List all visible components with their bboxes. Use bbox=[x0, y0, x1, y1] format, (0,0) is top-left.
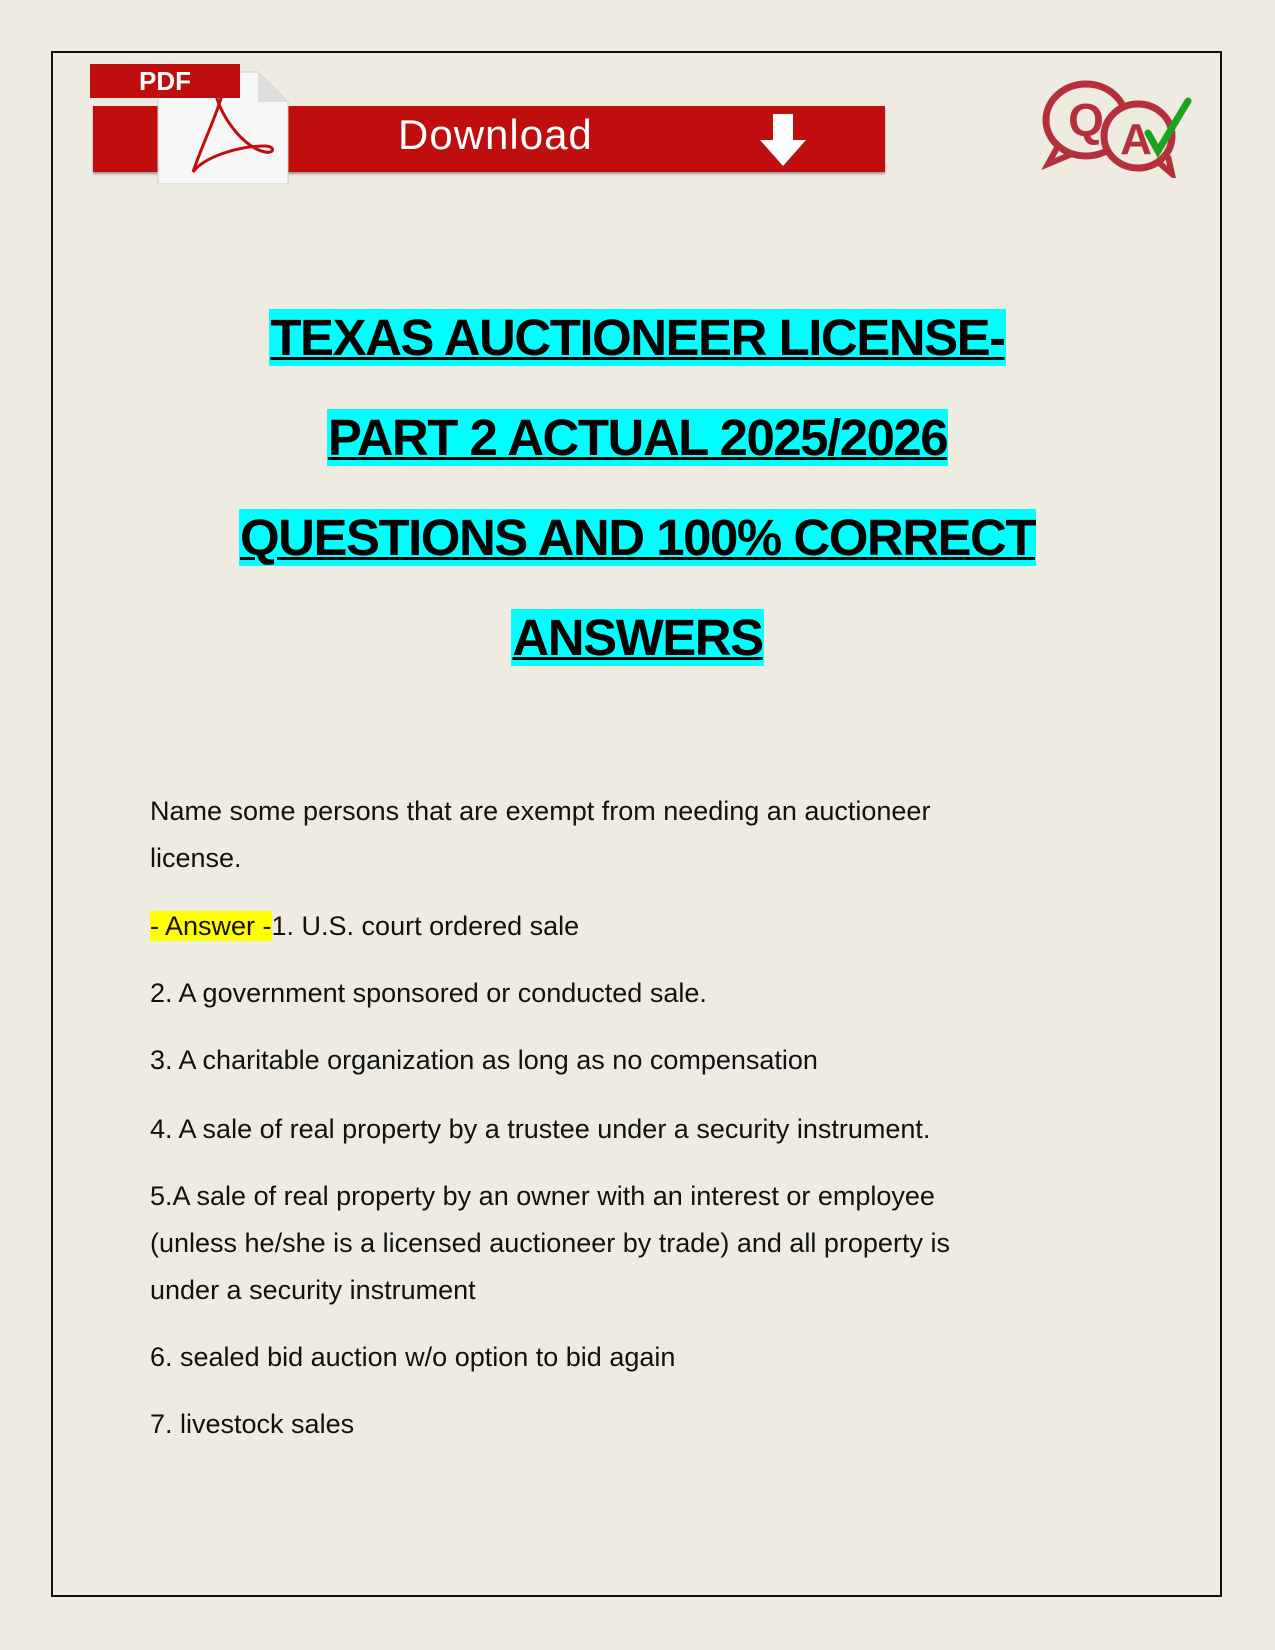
question-text: license. bbox=[150, 843, 242, 873]
document-title bbox=[0, 308, 1275, 708]
answer-item: 4. A sale of real property by a trustee under a security instrument. bbox=[150, 1114, 931, 1144]
answer-item: 5.A sale of real property by an owner with an interest or employee bbox=[150, 1181, 935, 1211]
answer-item: 1. U.S. court ordered sale bbox=[271, 911, 580, 941]
question-text: Name some persons that are exempt from needing an auctioneer bbox=[150, 796, 931, 826]
svg-text:A: A bbox=[1120, 115, 1152, 164]
pdf-download-banner[interactable] bbox=[93, 62, 885, 184]
svg-text:Q: Q bbox=[1068, 94, 1104, 146]
qa-logo-icon bbox=[1038, 78, 1208, 178]
title-line: ANSWERS bbox=[512, 609, 763, 666]
answer-item: 6. sealed bid auction w/o option to bid again bbox=[150, 1342, 676, 1372]
answer-item: 2. A government sponsored or conducted sale. bbox=[150, 978, 707, 1008]
title-line: QUESTIONS AND 100% CORRECT bbox=[239, 509, 1036, 566]
download-label: Download bbox=[398, 111, 593, 158]
answer-item: 3. A charitable organization as long as no compensation bbox=[150, 1045, 818, 1075]
answer-item: under a security instrument bbox=[150, 1275, 476, 1305]
answer-label: - Answer - bbox=[150, 911, 272, 941]
download-arrow-icon bbox=[758, 112, 808, 168]
title-line: PART 2 ACTUAL 2025/2026 bbox=[327, 409, 948, 466]
pdf-badge: PDF bbox=[90, 64, 240, 98]
answer-line bbox=[150, 903, 579, 950]
title-line: TEXAS AUCTIONEER LICENSE- bbox=[270, 309, 1005, 366]
answer-item: (unless he/she is a licensed auctioneer by trade) and all property is bbox=[150, 1228, 950, 1258]
answer-item: 7. livestock sales bbox=[150, 1409, 355, 1439]
